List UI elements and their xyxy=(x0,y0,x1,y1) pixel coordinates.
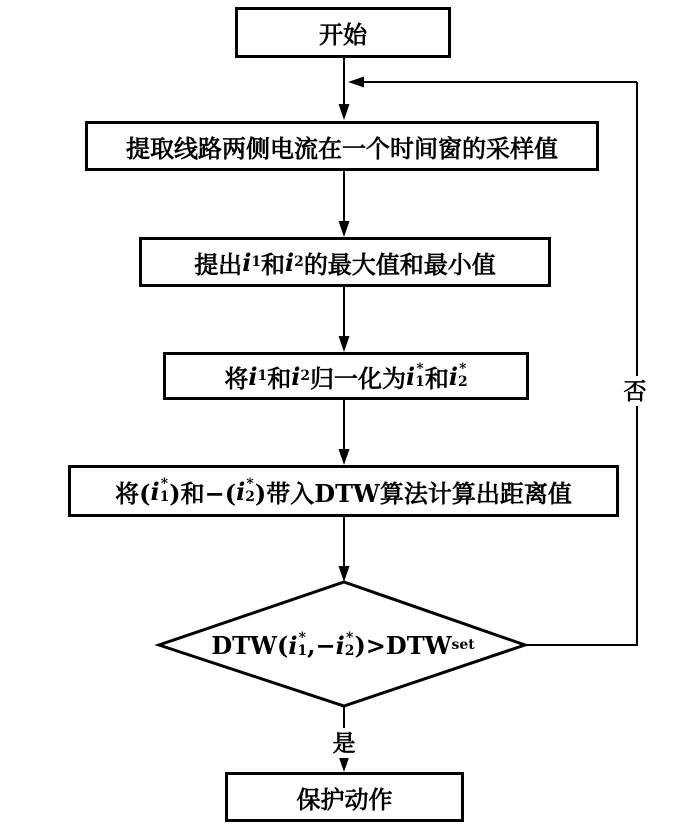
edge-label-yes: 是 xyxy=(328,728,360,758)
arrow-extract-to-minmax xyxy=(339,170,350,237)
flow-node-dtw-distance: 将( i * 1 )和−( i * 2 )带入DTW算法计算出距离值 xyxy=(68,465,619,517)
arrow-normalize-to-dtwcalc xyxy=(339,400,350,465)
arrow-dtwcalc-to-decision xyxy=(339,517,350,582)
edge-label-no: 否 xyxy=(620,376,650,406)
arrow-minmax-to-normalize xyxy=(339,287,350,352)
flow-node-normalize: 将 i 1 和 i 2 归一化为 i * 1 和 i * 2 xyxy=(163,352,529,400)
flow-node-start: 开始 xyxy=(235,7,451,58)
arrow-feedback-reentry xyxy=(348,77,637,88)
flow-node-decision-label: DTW( i * 1 ,− i * 2 )>DTW set xyxy=(211,629,475,660)
flow-node-extract-samples: 提取线路两侧电流在一个时间窗的采样值 xyxy=(85,121,599,171)
flow-node-min-max: 提出 i 1 和 i 2 的最大值和最小值 xyxy=(139,237,551,287)
arrow-start-to-extract xyxy=(339,58,350,120)
flow-node-protection-action: 保护动作 xyxy=(225,772,464,822)
